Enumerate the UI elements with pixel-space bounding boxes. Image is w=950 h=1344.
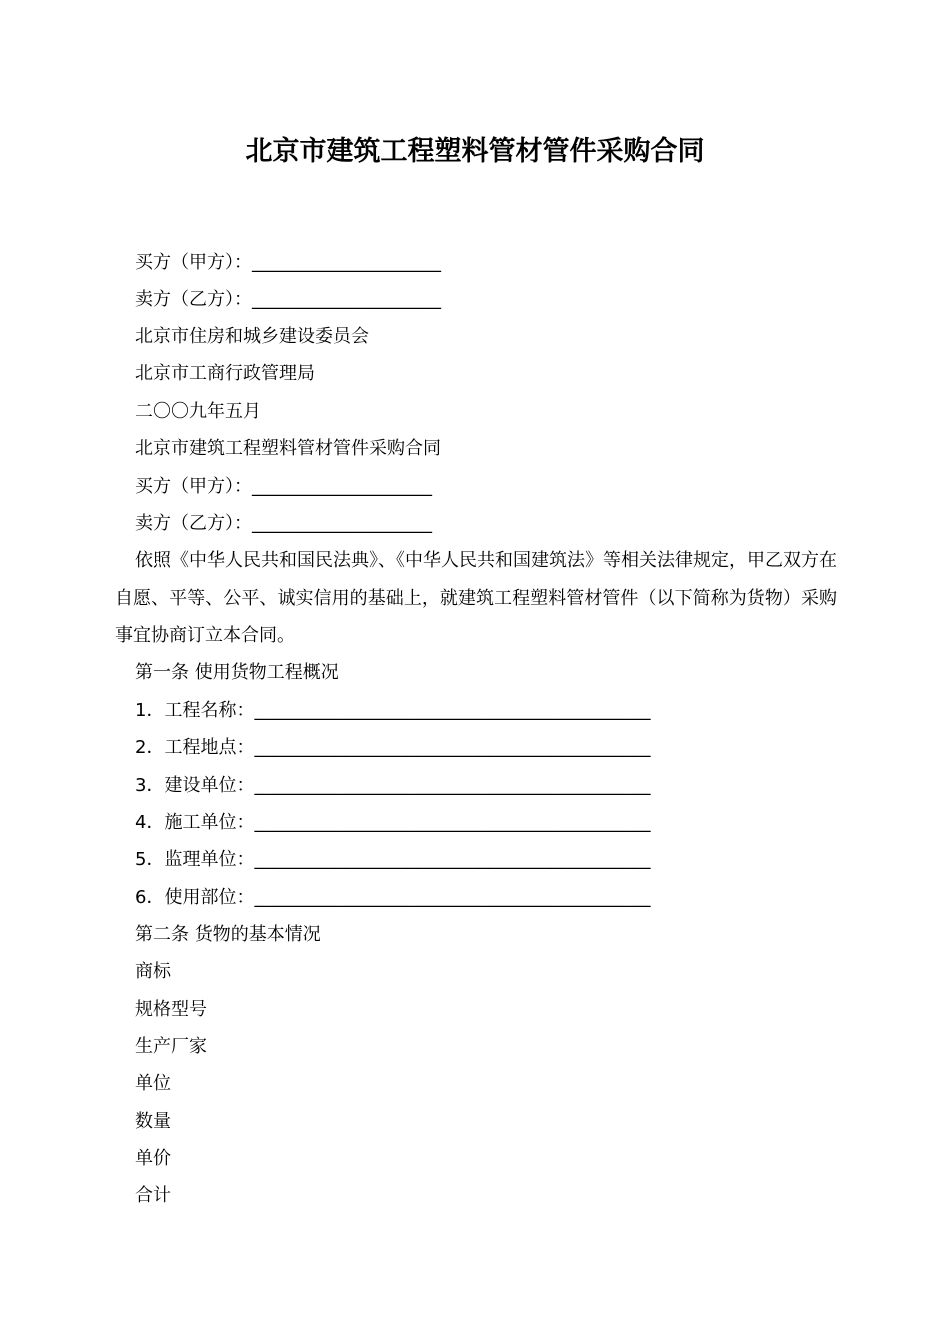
field-trademark: 商标 [135,961,171,982]
contractor-field: 4．施工单位：____________________________________________ [135,812,651,833]
project-location-field: 2．工程地点：____________________________________________ [135,737,651,758]
issue-date: 二〇〇九年五月 [135,401,261,422]
seller-line: 卖方（乙方）：____________________ [135,513,432,534]
article-2-heading: 第二条 货物的基本情况 [135,924,321,945]
field-total: 合计 [135,1185,171,1206]
article-1-heading: 第一条 使用货物工程概况 [135,662,339,683]
field-specification: 规格型号 [135,999,207,1020]
field-unit: 单位 [135,1073,171,1094]
issuer-commerce-bureau: 北京市工商行政管理局 [135,363,315,384]
cover-buyer-line: 买方（甲方）：_____________________ [135,252,441,273]
contract-subtitle: 北京市建筑工程塑料管材管件采购合同 [135,438,441,459]
page-title: 北京市建筑工程塑料管材管件采购合同 [245,136,705,167]
issuer-housing-committee: 北京市住房和城乡建设委员会 [135,326,369,347]
cover-seller-line: 卖方（乙方）：_____________________ [135,289,441,310]
field-quantity: 数量 [135,1111,171,1132]
buyer-line: 买方（甲方）：____________________ [135,476,432,497]
usage-location-field: 6．使用部位：____________________________________________ [135,887,651,908]
field-unit-price: 单价 [135,1148,171,1169]
project-name-field: 1．工程名称：____________________________________________ [135,700,651,721]
construction-owner-field: 3．建设单位：____________________________________________ [135,775,651,796]
preamble-paragraph: 依照《中华人民共和国民法典》、《中华人民共和国建筑法》等相关法律规定，甲乙双方在自愿、平等、公平、诚实信用的基础上，就建筑工程塑料管材管件（以下简称为货物）采购事宜协商订立本合同。 [115,550,837,646]
supervisor-field: 5．监理单位：____________________________________________ [135,849,651,870]
field-manufacturer: 生产厂家 [135,1036,207,1057]
